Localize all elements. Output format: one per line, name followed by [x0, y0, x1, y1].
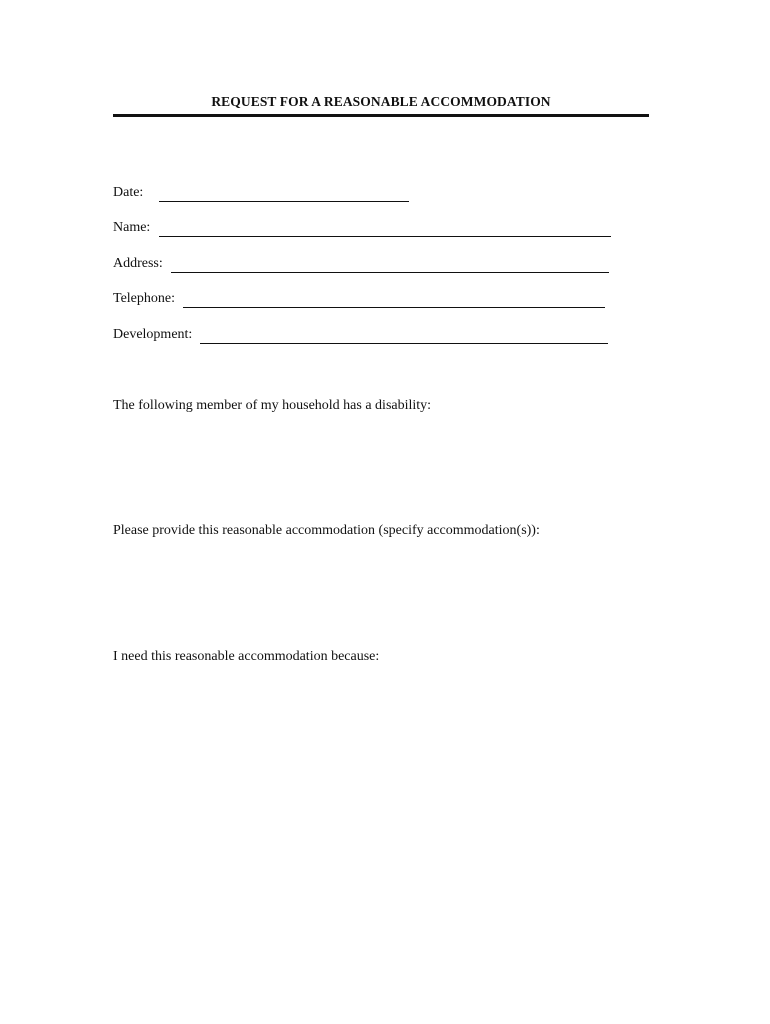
development-label: Development:: [113, 327, 193, 342]
name-field: [113, 219, 611, 237]
telephone-field: [113, 290, 605, 308]
address-label: Address:: [113, 256, 163, 271]
telephone-input-line[interactable]: [183, 293, 605, 308]
telephone-label: Telephone:: [113, 291, 175, 306]
address-field: [113, 255, 609, 273]
date-input-line[interactable]: [159, 187, 409, 202]
name-label: Name:: [113, 220, 151, 235]
form-title: REQUEST FOR A REASONABLE ACCOMMODATION: [211, 94, 551, 109]
reason-prompt: I need this reasonable accommodation because:: [113, 649, 380, 664]
name-input-line[interactable]: [159, 222, 611, 237]
date-label: Date:: [113, 185, 144, 200]
accommodation-prompt: Please provide this reasonable accommodation (specify accommodation(s)):: [113, 523, 540, 538]
title-underline-rule: [113, 114, 649, 117]
development-field: [113, 326, 608, 344]
disability-prompt: The following member of my household has a disability:: [113, 398, 432, 413]
date-field: [113, 184, 409, 202]
address-input-line[interactable]: [171, 258, 609, 273]
development-input-line[interactable]: [200, 329, 608, 344]
